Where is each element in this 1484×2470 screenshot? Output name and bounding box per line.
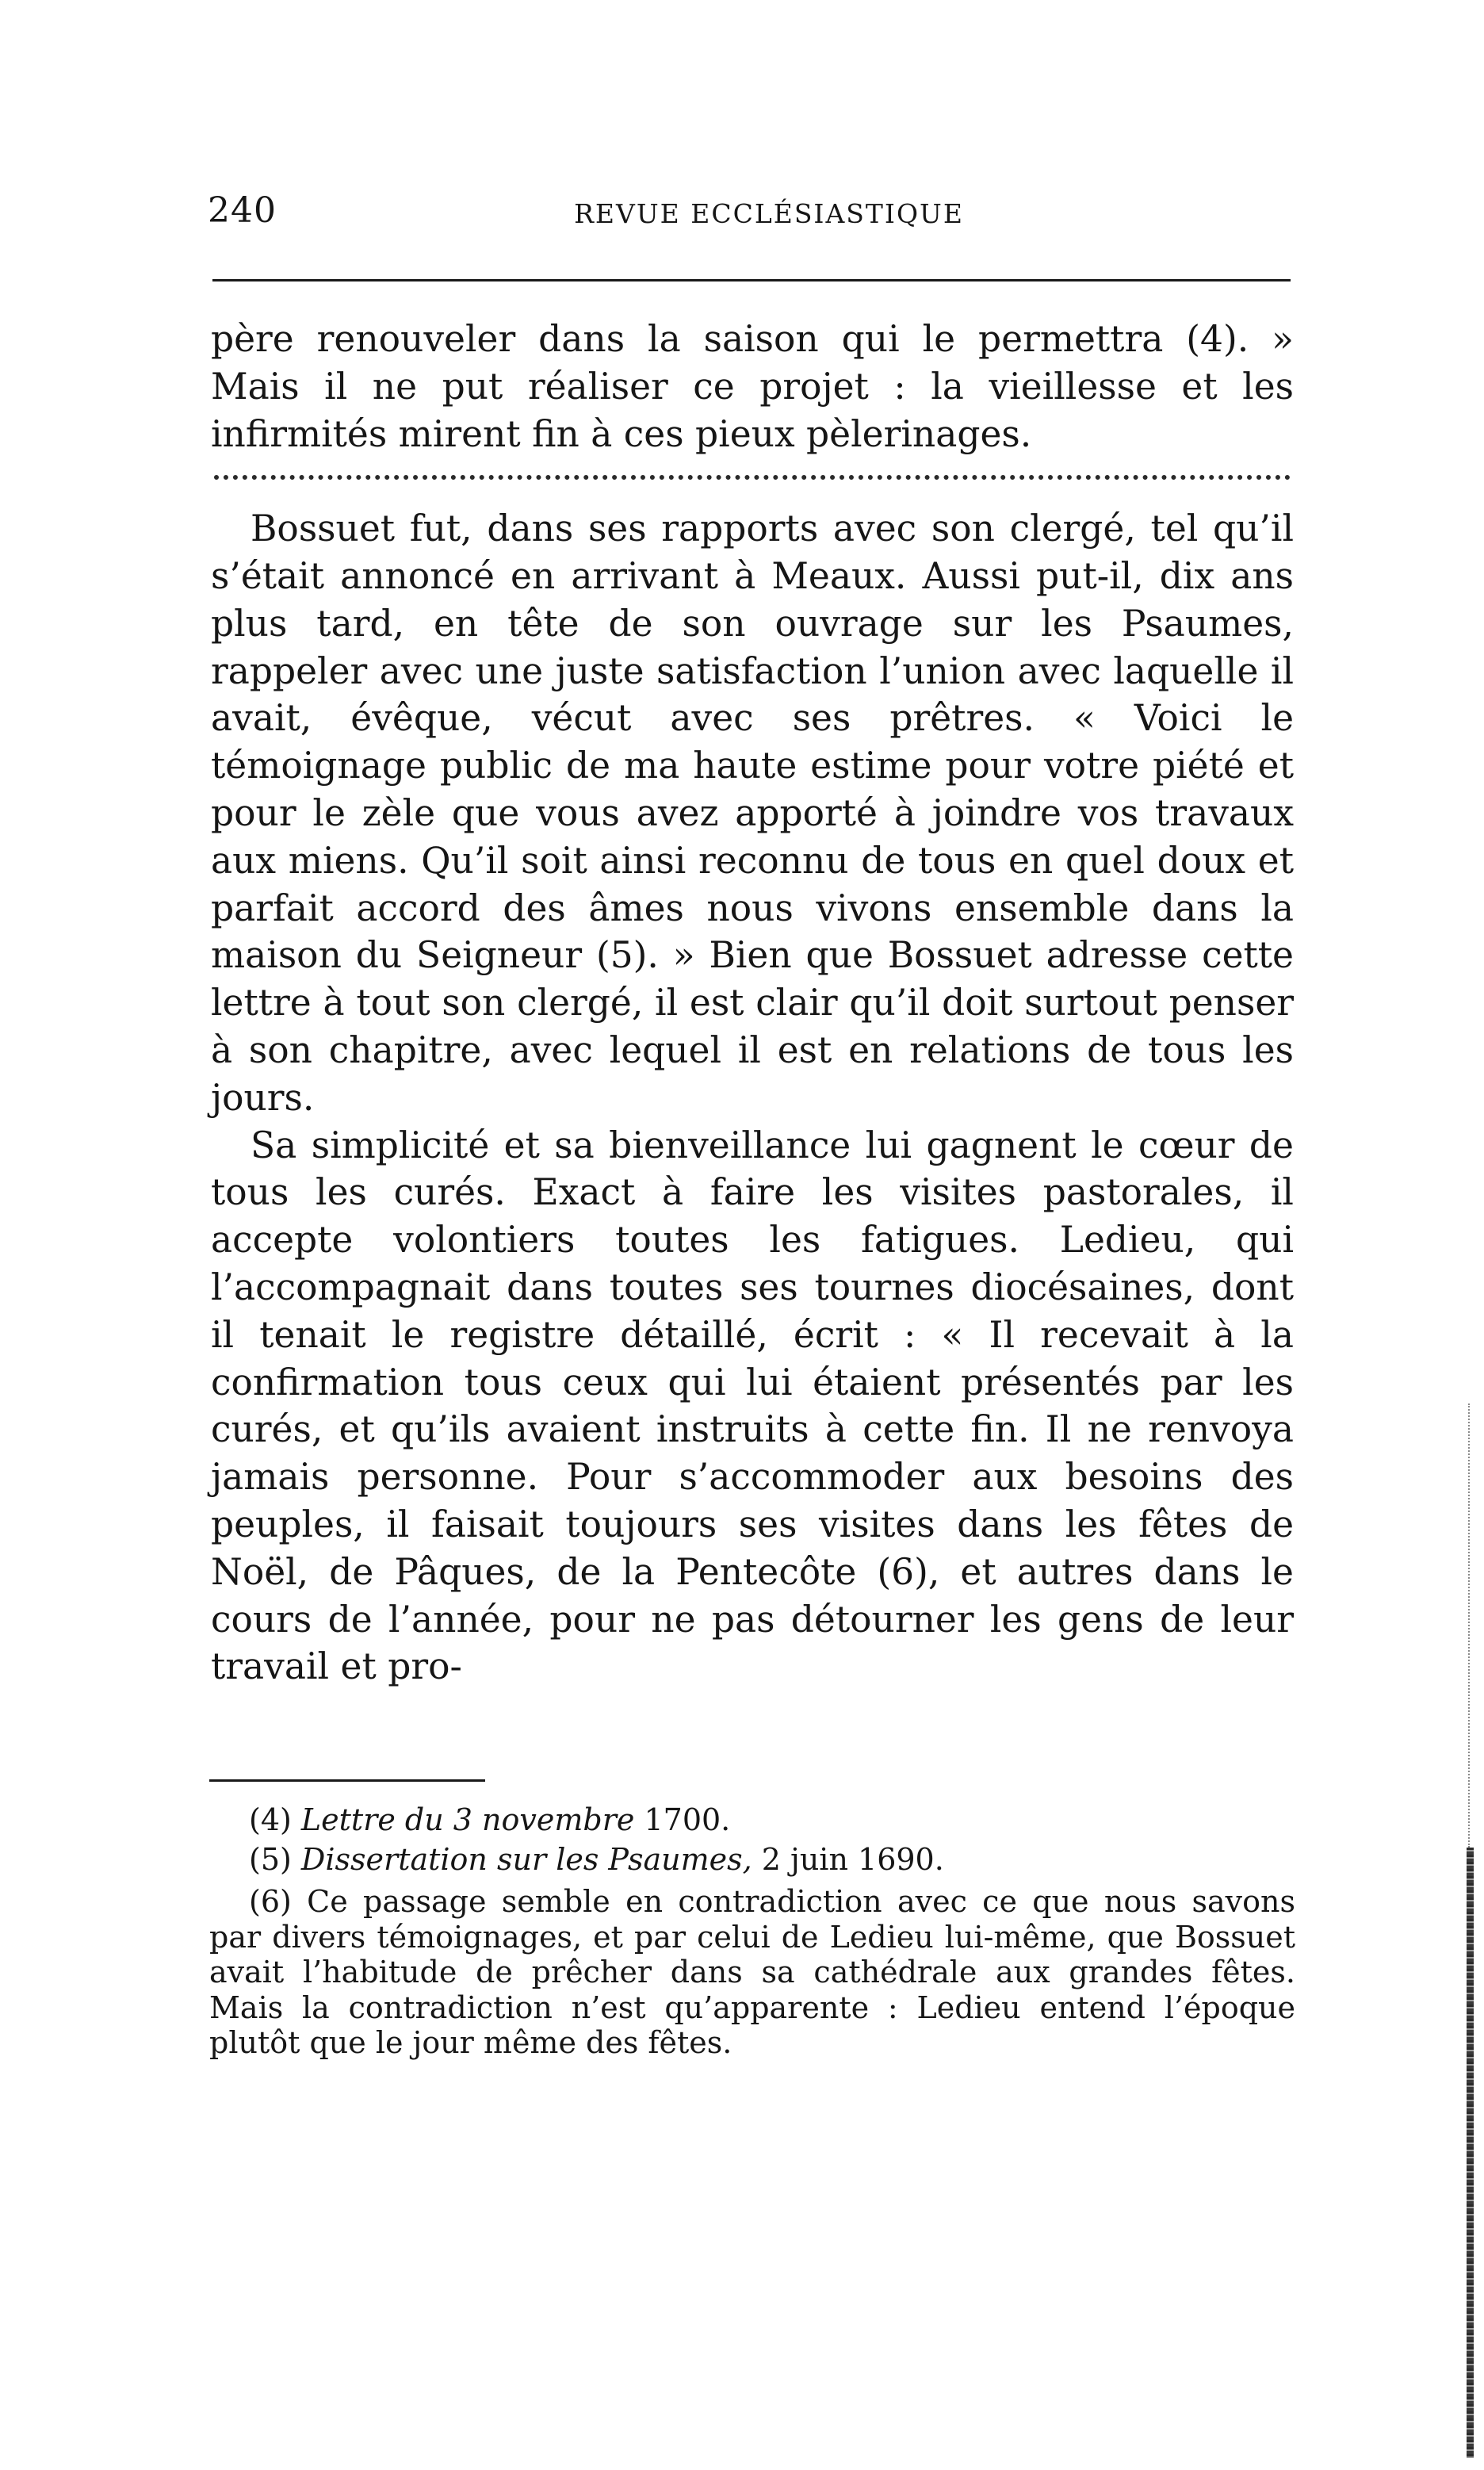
footnote-4 [209, 1800, 1295, 1840]
footnote-5 [209, 1840, 1295, 1879]
footnote-rule [209, 1779, 485, 1782]
footnote-number: (6) [249, 1884, 292, 1919]
paragraph: Sa simplicité et sa bienveillance lui gagnent le cœur de tous les curés. Exact à faire les visites pastorales, il accepte volontiers toutes les fatigues. Ledieu, qui l’accompagnait dans toutes ses tournes diocésaines, dont il tenait le registre détaillé, écrit : « Il recevait à la confirmation tous ceux qui lui étaient présentés par les curés, et qu’ils avaient instruits à cette fin. Il ne renvoya jamais personne. Pour s’accommoder aux besoins des peuples, il faisait toujours ses visites dans les fêtes de Noël, de Pâques, de la Pentecôte (6), et autres dans le cours de l’année, pour ne pas détourner les gens de leur travail et pro- [211, 1124, 1294, 1688]
footnote-title: Lettre du 3 novembre [300, 1802, 635, 1837]
footnote-text: 2 juin 1690. [761, 1842, 944, 1877]
footnote-6 [209, 1884, 1295, 2061]
running-title: REVUE ECCLÉSIASTIQUE [574, 198, 964, 229]
footnote-text: 1700. [644, 1802, 731, 1837]
header-rule [212, 279, 1291, 281]
footnote-number: (4) [249, 1802, 292, 1837]
paragraph-line: infirmités mirent fin à ces pieux pèlerinages. [211, 412, 1032, 455]
footnote-number: (5) [249, 1842, 292, 1877]
paragraph: Bossuet fut, dans ses rapports avec son clergé, tel qu’il s’était annoncé en arrivant à Meaux. Aussi put-il, dix ans plus tard, en tête de son ouvrage sur les Psaumes, rappeler avec une juste satisfaction l’union avec laquelle il avait, évêque, vécut avec ses prêtres. « Voici le témoignage public de ma haute estime pour votre piété et pour le zèle que vous avez apporté à joindre vos travaux aux miens. Qu’il soit ainsi reconnu de tous en quel doux et parfait accord des âmes nous vivons ensemble dans la maison du Seigneur (5). » Bien que Bossuet adresse cette lettre à tout son clergé, il est clair qu’il doit surtout penser à son chapitre, avec lequel il est en relations de tous les jours. [211, 507, 1294, 1119]
footnote-text: Ce passage semble en contradiction avec ce que nous savons par divers témoignages, et par celui de Ledieu lui-même, que Bossuet avait l’habitude de prêcher dans sa cathédrale aux grandes fêtes. Mais la contradiction n’est qu’apparente : Ledieu entend l’époque plutôt que le jour même des fêtes. [209, 1884, 1295, 2060]
main-text [211, 316, 1294, 1691]
page-edge-marks [1465, 1403, 1476, 2458]
paragraph-line: père renouveler dans la saison qui le permettra (4). » [211, 318, 1294, 360]
ellipsis-dotted-rule [211, 458, 1294, 505]
paragraph-line: Mais il ne put réaliser ce projet : la vieillesse et les [211, 365, 1294, 408]
page-number: 240 [208, 190, 277, 231]
footnote-title: Dissertation sur les Psaumes, [300, 1842, 752, 1877]
footnotes [209, 1800, 1295, 2061]
